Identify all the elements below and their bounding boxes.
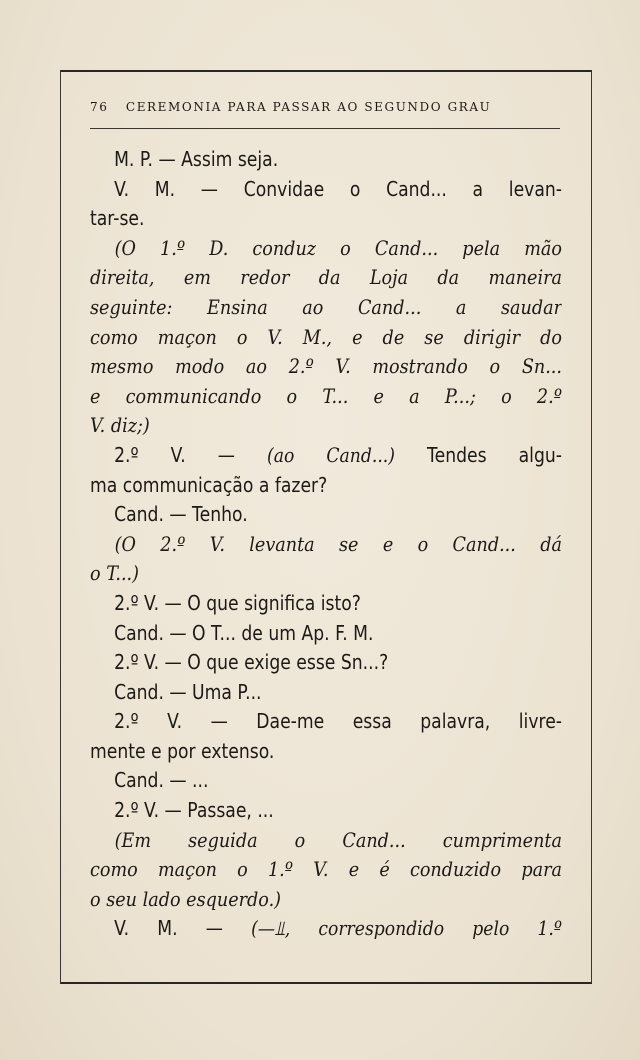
text-segment: (O 2.º V. levanta se e o Cand... dá: [114, 531, 562, 556]
text-line: [90, 914, 562, 944]
text-line-content: [90, 826, 562, 856]
text-line: [90, 796, 562, 826]
text-line: [90, 885, 562, 915]
text-line-content: [90, 441, 562, 471]
text-line: [90, 323, 562, 353]
text-segment: M. P. — Assim seja.: [114, 147, 279, 171]
text-segment: 2.º V. — O que significa isto?: [114, 590, 361, 615]
text-line: [90, 471, 562, 501]
header-rule: [90, 128, 560, 129]
text-segment: seguinte: Ensina ao Cand... a saudar: [90, 294, 562, 319]
text-line-content: [90, 619, 562, 649]
text-line-content: [90, 263, 562, 293]
text-line-content: [90, 145, 562, 175]
text-line-content: [90, 293, 562, 323]
body-text: [90, 145, 562, 944]
text-line: [90, 855, 562, 885]
text-line-content: [90, 766, 562, 796]
text-segment: 2.º V. —: [114, 442, 267, 467]
text-line: [90, 441, 562, 471]
text-segment: Cand. — Uma P...: [114, 679, 262, 704]
page-number: 76: [90, 100, 109, 114]
text-line-content: [90, 204, 562, 234]
text-segment: (O 1.º D. conduz o Cand... pela mão: [114, 235, 562, 260]
italic-segment: (—⫫, correspondido pelo 1.º: [251, 916, 562, 941]
text-line-content: [90, 323, 562, 353]
running-title: CEREMONIA PARA PASSAR AO SEGUNDO GRAU: [125, 100, 492, 114]
text-line: [90, 175, 562, 205]
text-line-content: [90, 234, 562, 264]
text-segment: Cand. — Tenho.: [114, 502, 248, 527]
text-segment: ma communicação a fazer?: [90, 472, 328, 497]
text-line: [90, 589, 562, 619]
text-line: [90, 234, 562, 264]
text-segment: direita, em redor da Loja da maneira: [90, 265, 562, 290]
text-line: [90, 411, 562, 441]
text-segment: (Em seguida o Cand... cumprimenta: [114, 827, 562, 852]
text-segment: o T...): [90, 561, 140, 586]
text-line-content: [90, 382, 562, 412]
running-header: [90, 100, 560, 114]
text-segment: 2.º V. — O que exige esse Sn...?: [114, 650, 389, 675]
text-line: [90, 737, 562, 767]
text-line: [90, 145, 562, 175]
text-segment: o seu lado esquerdo.): [90, 886, 282, 911]
text-segment: Cand. — ...: [114, 768, 209, 793]
text-line-content: [90, 411, 562, 441]
text-line-content: [90, 471, 562, 501]
text-line: [90, 500, 562, 530]
text-line: [90, 204, 562, 234]
text-segment: Tendes algu-: [394, 442, 562, 467]
text-line-content: [90, 648, 562, 678]
text-line-content: [90, 352, 562, 382]
text-line-content: [90, 559, 562, 589]
text-segment: Cand. — O T... de um Ap. F. M.: [114, 620, 374, 645]
text-line: [90, 382, 562, 412]
text-line: [90, 530, 562, 560]
text-line: [90, 263, 562, 293]
text-line-content: [90, 914, 562, 944]
text-line-content: [90, 885, 562, 915]
text-line: [90, 352, 562, 382]
text-line: [90, 678, 562, 708]
text-line-content: [90, 678, 562, 708]
text-line-content: [90, 500, 562, 530]
text-segment: como maçon o V. M., e de se dirigir do: [90, 324, 562, 349]
text-line-content: [90, 175, 562, 205]
text-line: [90, 619, 562, 649]
text-line-content: [90, 855, 562, 885]
text-segment: mesmo modo ao 2.º V. mostrando o Sn...: [90, 354, 562, 379]
text-line: [90, 826, 562, 856]
text-segment: 2.º V. — Dae-me essa palavra, livre-: [114, 709, 562, 734]
text-segment: V. M. — Convidae o Cand... a levan-: [114, 176, 562, 201]
italic-segment: (ao Cand...): [266, 442, 395, 467]
text-segment: 2.º V. — Passae, ...: [114, 798, 274, 823]
text-line-content: [90, 530, 562, 560]
text-segment: V. diz;): [90, 413, 150, 438]
text-segment: mente e por extenso.: [90, 738, 275, 763]
text-line: [90, 293, 562, 323]
text-segment: tar-se.: [90, 206, 145, 231]
text-line-content: [90, 589, 562, 619]
text-segment: e communicando o T... e a P...; o 2.º: [90, 383, 562, 408]
text-segment: como maçon o 1.º V. e é conduzido para: [90, 857, 562, 882]
text-line: [90, 766, 562, 796]
text-line: [90, 648, 562, 678]
text-segment: V. M. —: [114, 916, 252, 941]
text-line-content: [90, 707, 562, 737]
text-line-content: [90, 796, 562, 826]
text-line: [90, 707, 562, 737]
text-line: [90, 559, 562, 589]
text-line-content: [90, 737, 562, 767]
